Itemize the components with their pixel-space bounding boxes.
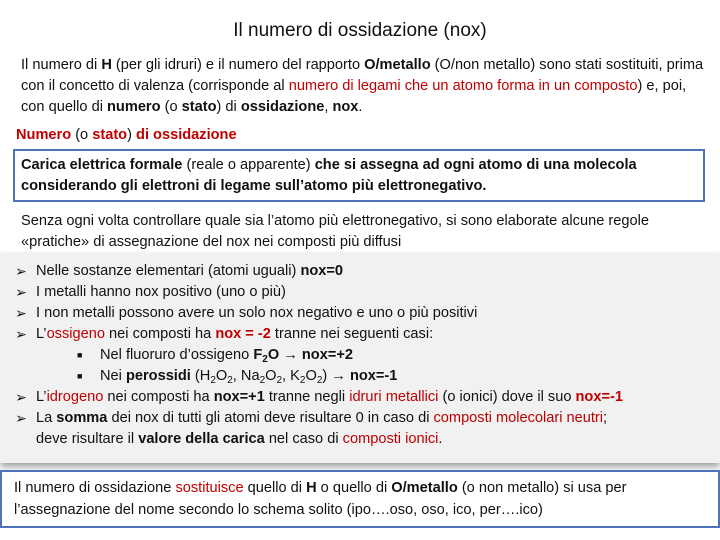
arrow-bullet-icon: ➢ xyxy=(15,389,27,405)
list-item: ➢ Nelle sostanze elementari (atomi uguali) nox=0 xyxy=(12,261,712,282)
list-item: ➢ I non metalli possono avere un solo nox negativo e uno o più positivi xyxy=(12,303,712,324)
sub-list-item: ■ Nei perossidi ($H_2O_2$, $Na_2O_2$, $K_2O_2) \to nox=-1$ xyxy=(77,368,398,386)
list-item: ➢ I metalli hanno nox positivo (uno o più) xyxy=(12,282,712,303)
page-title: Il numero di ossidazione (nox) xyxy=(233,20,487,41)
rules-intro: Senza ogni volta controllare quale sia l’atomo più elettronegativo, si sono elaborate alcune regole «pratiche» di assegnazione del nox nei composti più diffusi xyxy=(21,213,649,250)
list-item: ➢ La somma dei nox di tutti gli atomi deve risultare 0 in caso di composti molecolari neutri; xyxy=(12,408,712,429)
definition-box: Carica elettrica formale (reale o apparente) che si assegna ad ogni atomo di una molecola considerando gli elettroni di legame sull’atomo più elettronegativo. xyxy=(13,149,705,202)
sub-list-item: ■ Nel fluoruro d’ossigeno $F_2O \to nox=+2$ xyxy=(77,347,353,365)
list-item: ➢ L’ossigeno nei composti ha nox = -2 tranne nei seguenti casi: xyxy=(12,324,712,345)
square-bullet-icon: ■ xyxy=(77,371,83,381)
arrow-bullet-icon: ➢ xyxy=(15,284,27,300)
arrow-bullet-icon: ➢ xyxy=(15,305,27,321)
summary-box: Il numero di ossidazione sostituisce quello di H o quello di O/metallo (o non metallo) si usa per l’assegnazione del nome secondo lo schema solito (ipo….oso, oso, ico, per….ico) xyxy=(0,470,720,528)
list-item-continuation: deve risultare il valore della carica nel caso di composti ionici. xyxy=(36,431,443,447)
rules-list xyxy=(12,261,712,450)
arrow-bullet-icon: ➢ xyxy=(15,410,27,426)
list-item: ➢ L’idrogeno nei composti ha nox=+1 tranne negli idruri metallici (o ionici) dove il suo nox=-1 xyxy=(12,387,712,408)
intro-paragraph: Il numero di H (per gli idruri) e il numero del rapporto O/metallo (O/non metallo) sono stati sostituiti, prima con il concetto di valenza (corrisponde al numero di legami che un atomo forma in un composto) e, poi, con quello di numero (o stato) di ossidazione, nox. xyxy=(21,57,704,115)
square-bullet-icon: ■ xyxy=(77,350,83,360)
definition-heading: Numero (o stato) di ossidazione xyxy=(16,127,237,143)
arrow-bullet-icon: ➢ xyxy=(15,263,27,279)
arrow-bullet-icon: ➢ xyxy=(15,326,27,342)
